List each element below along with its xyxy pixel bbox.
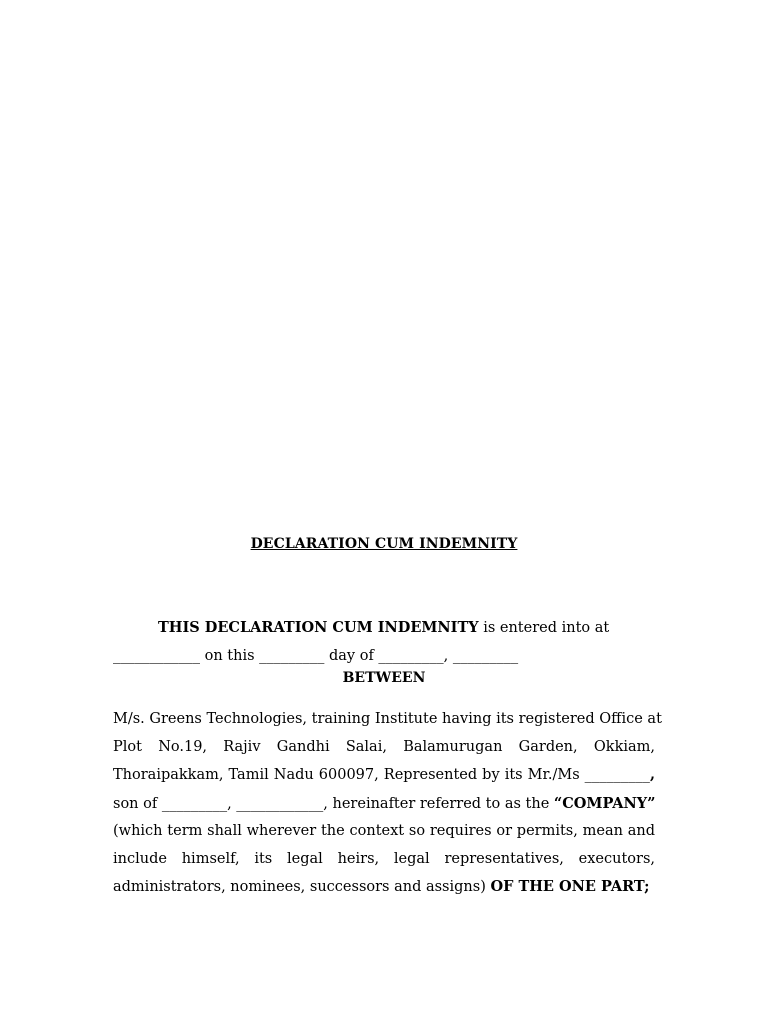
party-line-2: Plot No.19, Rajiv Gandhi Salai, Balamurugan Garden, Okkiam, [113, 738, 655, 755]
company-label: “COMPANY” [553, 794, 656, 812]
between-heading: BETWEEN [342, 670, 426, 686]
party-line-7-text: administrators, nominees, successors and assigns) [113, 879, 491, 895]
first-party-paragraph [113, 706, 662, 902]
document-title: DECLARATION CUM INDEMNITY [250, 536, 518, 552]
intro-line-1-rest: is entered into at [478, 620, 610, 636]
party-line-4 [113, 790, 655, 819]
party-line-6: include himself, its legal heirs, legal representatives, executors, [113, 850, 655, 867]
party-line-5: (which term shall wherever the context so requires or permits, mean and [113, 823, 655, 839]
party-line-1: M/s. Greens Technologies, training Institute having its registered Office at [113, 711, 662, 727]
intro-line-2: ____________ on this _________ day of _________, _________ [113, 648, 519, 664]
party-line-3-bold: , [649, 766, 655, 783]
intro-bold-lead: THIS DECLARATION CUM INDEMNITY [158, 619, 479, 636]
intro-line-1 [113, 614, 655, 642]
party-line-3 [113, 761, 655, 790]
intro-paragraph [113, 614, 655, 670]
party-line-7 [113, 873, 655, 902]
party-line-4-text: son of _________, ____________, hereinafter referred to as the [113, 795, 554, 812]
party-line-3-text: Thoraipakkam, Tamil Nadu 600097, Represented by its Mr./Ms _________ [113, 767, 650, 783]
one-part-label: OF THE ONE PART; [490, 878, 650, 895]
